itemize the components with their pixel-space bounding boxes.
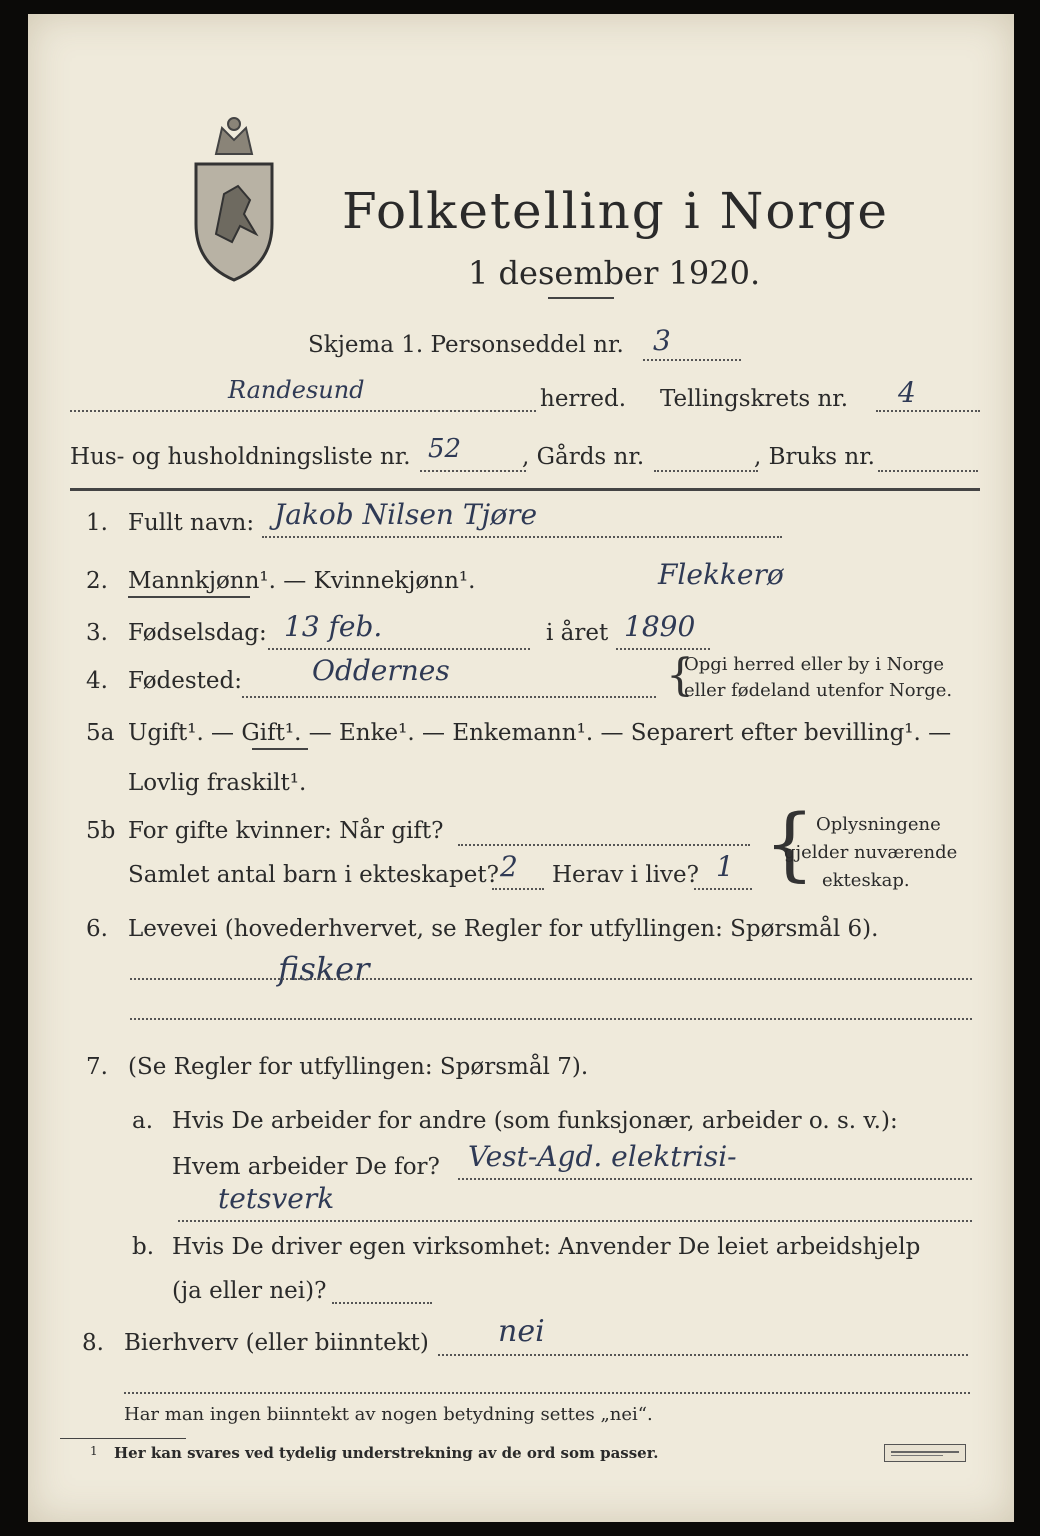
q7a-line-2 bbox=[178, 1220, 972, 1222]
q1-line bbox=[262, 536, 782, 538]
q3-date-line bbox=[268, 648, 530, 650]
personseddel-nr-value[interactable]: 3 bbox=[653, 324, 671, 357]
q5b-children-value[interactable]: 2 bbox=[500, 850, 518, 883]
header-divider bbox=[70, 488, 980, 491]
q5b-label-2: Samlet antal barn i ekteskapet? bbox=[128, 862, 499, 888]
q3-number: 3. bbox=[86, 620, 108, 646]
q7b-label-2: (ja eller nei)? bbox=[172, 1278, 327, 1304]
q5b-children-line bbox=[492, 888, 544, 890]
q1-label: Fullt navn: bbox=[128, 510, 255, 536]
q5b-brace: { bbox=[764, 797, 815, 890]
footer-note: Har man ingen biinntekt av nogen betydning settes „nei“. bbox=[124, 1404, 653, 1425]
q5a-options-line1: Ugift¹. — Gift¹. — Enke¹. — Enkemann¹. — Separert efter bevilling¹. — bbox=[128, 720, 952, 746]
q1-number: 1. bbox=[86, 510, 108, 536]
q6-line-1 bbox=[130, 978, 972, 980]
q3-year-value[interactable]: 1890 bbox=[624, 610, 696, 643]
q5b-alive-line bbox=[694, 888, 752, 890]
printer-stamp bbox=[884, 1444, 966, 1462]
q7a-employer-value-1[interactable]: Vest-Agd. elektrisi- bbox=[468, 1140, 737, 1173]
footnote-mark: 1 bbox=[90, 1444, 98, 1458]
herred-label: herred. bbox=[540, 386, 627, 412]
personseddel-nr-line bbox=[643, 359, 741, 361]
q6-line-2 bbox=[130, 1018, 972, 1020]
tellingskrets-label: Tellingskrets nr. bbox=[660, 386, 849, 412]
husliste-nr-line bbox=[420, 470, 526, 472]
coat-of-arms-icon bbox=[186, 114, 282, 284]
form-title: Folketelling i Norge bbox=[342, 182, 889, 240]
footnote-text: Her kan svares ved tydelig understrekning av de ord som passer. bbox=[114, 1444, 659, 1462]
q5b-label-1: For gifte kvinner: Når gift? bbox=[128, 818, 444, 844]
census-form-page bbox=[28, 14, 1014, 1522]
q5b-alive-label: Herav i live? bbox=[552, 862, 699, 888]
q3-label: Fødselsdag: bbox=[128, 620, 267, 646]
q3-birthdate-value[interactable]: 13 feb. bbox=[284, 610, 383, 643]
q5a-gift-underline bbox=[252, 748, 308, 750]
q3-year-line bbox=[616, 648, 710, 650]
q5b-number: 5b bbox=[86, 818, 116, 844]
q5b-note-3: ekteskap. bbox=[822, 870, 910, 891]
q7b-line bbox=[332, 1302, 432, 1304]
gards-nr-line bbox=[654, 470, 758, 472]
q7a-line-1 bbox=[458, 1178, 972, 1180]
q6-number: 6. bbox=[86, 916, 108, 942]
q3-year-label: i året bbox=[546, 620, 609, 646]
title-divider bbox=[548, 297, 614, 299]
q7a-letter: a. bbox=[132, 1108, 154, 1134]
printer-stamp-icon bbox=[885, 1445, 965, 1461]
q1-full-name-value[interactable]: Jakob Nilsen Tjøre bbox=[274, 498, 538, 531]
tellingskrets-nr-line bbox=[876, 410, 980, 412]
q7-label: (Se Regler for utfyllingen: Spørsmål 7). bbox=[128, 1054, 589, 1080]
tellingskrets-nr-value[interactable]: 4 bbox=[898, 376, 916, 409]
q6-label: Levevei (hovederhvervet, se Regler for utfyllingen: Spørsmål 6). bbox=[128, 916, 879, 942]
q4-line bbox=[242, 696, 656, 698]
q7a-label-1: Hvis De arbeider for andre (som funksjonær, arbeider o. s. v.): bbox=[172, 1108, 898, 1134]
bruks-label: , Bruks nr. bbox=[754, 444, 875, 470]
q8-line-2 bbox=[124, 1392, 970, 1394]
q4-label: Fødested: bbox=[128, 668, 243, 694]
q4-brace: { bbox=[666, 650, 694, 701]
q7-number: 7. bbox=[86, 1054, 108, 1080]
q7a-label-2: Hvem arbeider De for? bbox=[172, 1154, 440, 1180]
q2-number: 2. bbox=[86, 568, 108, 594]
gards-label: , Gårds nr. bbox=[522, 444, 645, 470]
q4-birthplace-value[interactable]: Oddernes bbox=[312, 654, 450, 687]
skjema-label: Skjema 1. Personseddel nr. bbox=[308, 332, 624, 358]
census-date: 1 desember 1920. bbox=[468, 254, 761, 292]
q5b-alive-value[interactable]: 1 bbox=[716, 850, 734, 883]
q2-label: Mannkjønn¹. — Kvinnekjønn¹. bbox=[128, 568, 476, 594]
q5a-number: 5a bbox=[86, 720, 115, 746]
q5b-married-line bbox=[458, 844, 750, 846]
q4-hint-1: Opgi herred eller by i Norge bbox=[684, 654, 945, 675]
q2-note-value[interactable]: Flekkerø bbox=[658, 558, 784, 591]
q7b-label-1: Hvis De driver egen virksomhet: Anvender De leiet arbeidshjelp bbox=[172, 1234, 921, 1260]
q4-hint-2: eller fødeland utenfor Norge. bbox=[684, 680, 953, 701]
q5a-options-line2: Lovlig fraskilt¹. bbox=[128, 770, 307, 796]
footnote-divider bbox=[60, 1438, 186, 1439]
husliste-nr-value[interactable]: 52 bbox=[428, 434, 462, 464]
herred-value[interactable]: Randesund bbox=[228, 376, 365, 404]
q8-label: Bierhverv (eller biinntekt) bbox=[124, 1330, 429, 1356]
bruks-nr-line bbox=[878, 470, 978, 472]
q5b-note-2: gjelder nuværende bbox=[784, 842, 958, 863]
q6-occupation-value[interactable]: fisker bbox=[278, 950, 370, 988]
q8-line bbox=[438, 1354, 968, 1356]
q7a-employer-value-2[interactable]: tetsverk bbox=[218, 1182, 335, 1215]
q2-mannkjonn-underline bbox=[128, 596, 250, 598]
q7b-letter: b. bbox=[132, 1234, 155, 1260]
q8-side-income-value[interactable]: nei bbox=[498, 1314, 545, 1349]
q5b-note-1: Oplysningene bbox=[816, 814, 941, 835]
q8-number: 8. bbox=[82, 1330, 104, 1356]
herred-line bbox=[70, 410, 536, 412]
husliste-label: Hus- og husholdningsliste nr. bbox=[70, 444, 411, 470]
q4-number: 4. bbox=[86, 668, 108, 694]
